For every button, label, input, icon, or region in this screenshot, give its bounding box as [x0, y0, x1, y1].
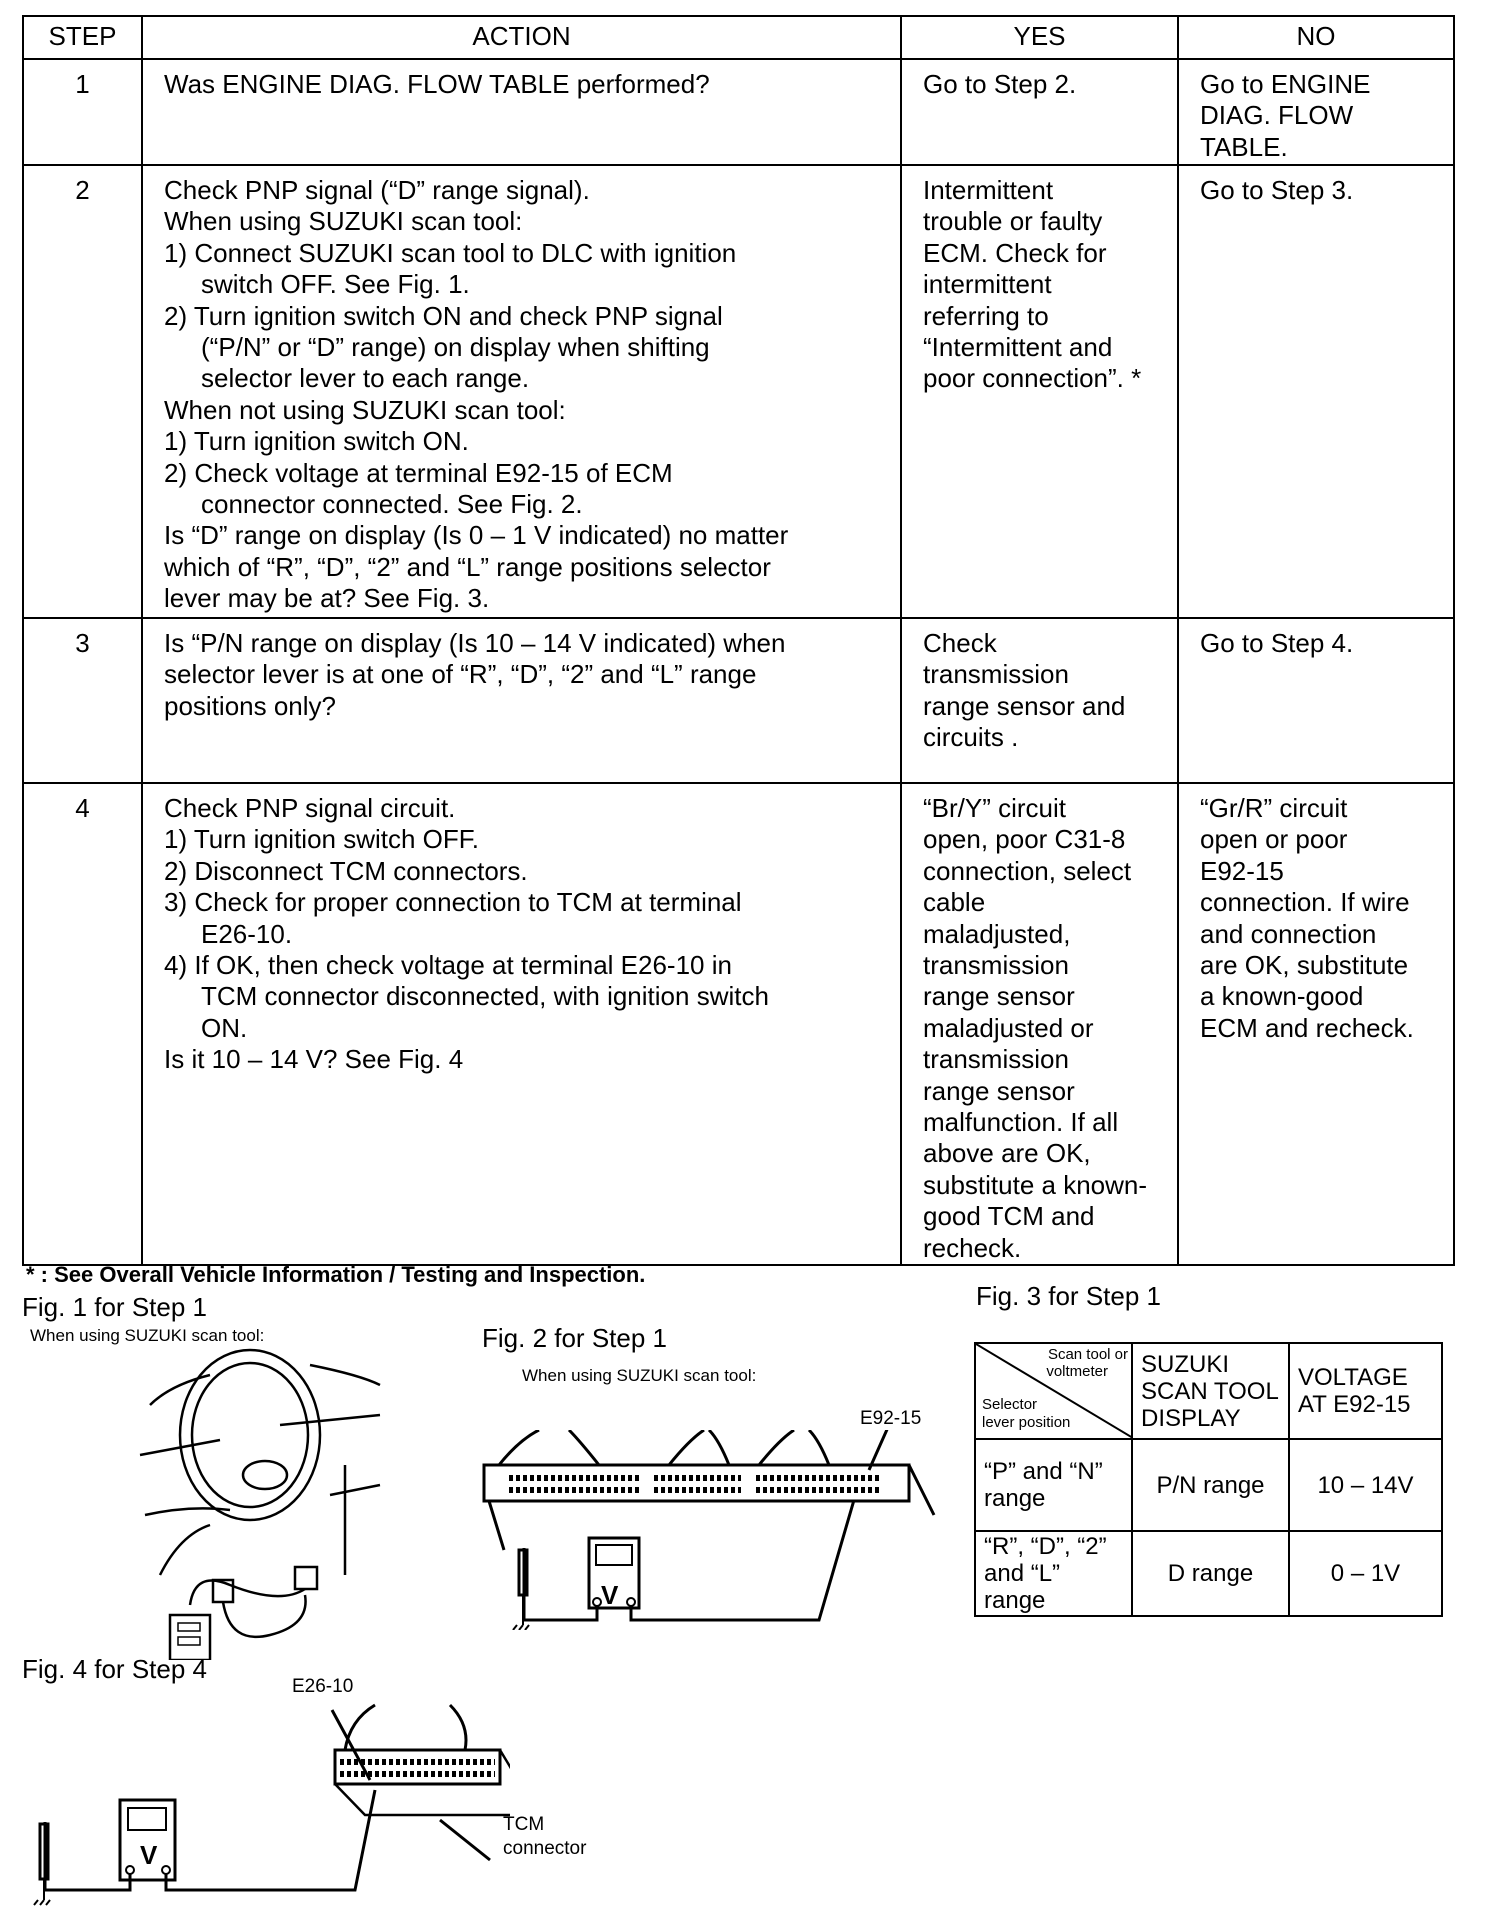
- action-line: 1) Turn ignition switch ON.: [164, 426, 469, 457]
- yes-line: maladjusted or: [923, 1012, 1094, 1043]
- table-header-row: [23, 16, 1454, 59]
- yes-line: poor connection”. *: [923, 363, 1142, 394]
- fig3-reference-table: [974, 1342, 1443, 1617]
- yes-cell: [901, 59, 1178, 165]
- fig2-ecm-connector-illustration: [479, 1430, 939, 1630]
- yes-line: range sensor and: [923, 690, 1126, 721]
- header-action: ACTION: [142, 16, 901, 59]
- col-header-line: AT E92-15: [1298, 1391, 1411, 1418]
- action-cell: [142, 59, 901, 165]
- col-header-line: DISPLAY: [1141, 1404, 1241, 1432]
- action-line: Is “P/N range on display (Is 10 – 14 V indicated) when: [164, 628, 786, 658]
- corner-bottom-line: lever position: [982, 1414, 1071, 1431]
- table-row: [23, 783, 1454, 1265]
- action-cell: [142, 618, 901, 783]
- yes-line: maladjusted,: [923, 918, 1071, 949]
- yes-cell: [901, 783, 1178, 1265]
- yes-line: substitute a known-: [923, 1169, 1148, 1200]
- scan-display: D range: [1132, 1531, 1289, 1616]
- yes-line: good TCM and: [923, 1201, 1095, 1232]
- no-line: connection. If wire: [1200, 887, 1410, 918]
- step-number: 4: [23, 783, 142, 1265]
- yes-line: referring to: [923, 300, 1049, 331]
- action-line: TCM connector disconnected, with ignition switch: [201, 981, 769, 1012]
- action-line: 3) Check for proper connection to TCM at terminal: [164, 887, 742, 918]
- fig1-label: Fig. 1 for Step 1: [22, 1292, 207, 1322]
- action-line: selector lever to each range.: [201, 363, 530, 394]
- table-row: [23, 618, 1454, 783]
- action-line: 1) Connect SUZUKI scan tool to DLC with ignition: [164, 237, 737, 268]
- diagnostic-flow-table: [22, 15, 1455, 1266]
- yes-line: ECM. Check for: [923, 237, 1107, 268]
- action-line: (“P/N” or “D” range) on display when shifting: [201, 332, 710, 363]
- connector-label-line: TCM: [503, 1814, 545, 1835]
- corner-bottom-line: Selector: [982, 1396, 1038, 1413]
- yes-line: recheck.: [923, 1232, 1022, 1263]
- col-header-line: VOLTAGE: [1298, 1364, 1408, 1391]
- lever-position: and “L” range: [984, 1560, 1061, 1614]
- action-line: When using SUZUKI scan tool:: [164, 206, 523, 237]
- yes-cell: [901, 165, 1178, 618]
- fig3-label: Fig. 3 for Step 1: [976, 1281, 1161, 1311]
- corner-top-line: Scan tool or: [1047, 1346, 1128, 1363]
- yes-line: open, poor C31-8: [923, 824, 1126, 855]
- yes-line: Intermittent: [923, 175, 1054, 205]
- yes-line: malfunction. If all: [923, 1107, 1119, 1138]
- lever-position: “P” and “N”: [984, 1458, 1103, 1485]
- action-line: lever may be at? See Fig. 3.: [164, 583, 490, 614]
- action-line: switch OFF. See Fig. 1.: [201, 269, 470, 300]
- action-line: which of “R”, “D”, “2” and “L” range positions selector: [164, 551, 771, 582]
- yes-line: range sensor: [923, 981, 1075, 1012]
- action-line: Is “D” range on display (Is 0 – 1 V indicated) no matter: [164, 520, 789, 551]
- action-line: 2) Check voltage at terminal E92-15 of ECM: [164, 457, 673, 488]
- fig3-corner-cell: [975, 1343, 1132, 1439]
- no-line: DIAG. FLOW: [1200, 100, 1354, 131]
- no-line: a known-good: [1200, 981, 1364, 1012]
- fig1-caption: When using SUZUKI scan tool:: [30, 1326, 265, 1345]
- yes-line: transmission: [923, 659, 1069, 690]
- fig2-voltmeter-symbol: V: [601, 1580, 619, 1610]
- no-line: “Gr/R” circuit: [1200, 793, 1348, 823]
- action-line: 4) If OK, then check voltage at terminal E26-10 in: [164, 950, 732, 981]
- no-line: Go to Step 4.: [1200, 628, 1354, 658]
- yes-line: range sensor: [923, 1075, 1075, 1106]
- yes-cell: [901, 618, 1178, 783]
- no-line: open or poor: [1200, 824, 1348, 855]
- fig2-label: Fig. 2 for Step 1: [482, 1323, 667, 1353]
- lever-position: range: [984, 1485, 1046, 1512]
- table-row: [23, 59, 1454, 165]
- action-line: When not using SUZUKI scan tool:: [164, 394, 566, 425]
- col-header-line: SCAN TOOL: [1141, 1377, 1279, 1405]
- no-cell: [1178, 59, 1454, 165]
- fig2-caption: When using SUZUKI scan tool:: [522, 1366, 757, 1385]
- fig3-row: [975, 1531, 1442, 1616]
- header-no: NO: [1178, 16, 1454, 59]
- no-line: are OK, substitute: [1200, 950, 1409, 981]
- fig4-tcm-connector-illustration: [20, 1700, 510, 1906]
- action-line: 2) Turn ignition switch ON and check PNP signal: [164, 300, 723, 331]
- action-line: Check PNP signal circuit.: [164, 793, 456, 823]
- no-line: and connection: [1200, 918, 1377, 949]
- action-line: 2) Disconnect TCM connectors.: [164, 855, 528, 886]
- fig2-terminal-label: E92-15: [860, 1408, 922, 1429]
- yes-line: “Br/Y” circuit: [923, 793, 1066, 823]
- action-line: Check PNP signal (“D” range signal).: [164, 175, 590, 205]
- no-cell: [1178, 618, 1454, 783]
- col-header-line: SUZUKI: [1141, 1350, 1230, 1378]
- action-line: ON.: [201, 1012, 248, 1043]
- action-line: positions only?: [164, 690, 336, 721]
- header-yes: YES: [901, 16, 1178, 59]
- fig4-terminal-label: E26-10: [292, 1676, 354, 1697]
- yes-line: transmission: [923, 950, 1069, 981]
- connector-label-line: connector: [503, 1838, 587, 1859]
- action-line: Was ENGINE DIAG. FLOW TABLE performed?: [164, 69, 710, 99]
- step-number: 1: [23, 59, 142, 165]
- action-line: connector connected. See Fig. 2.: [201, 489, 583, 520]
- yes-line: trouble or faulty: [923, 206, 1103, 237]
- yes-line: above are OK,: [923, 1138, 1091, 1169]
- fig3-col-scan-tool: [1132, 1343, 1289, 1439]
- fig4-label: Fig. 4 for Step 4: [22, 1654, 207, 1684]
- fig4-voltmeter-symbol: V: [140, 1840, 158, 1870]
- lever-position: “R”, “D”, “2”: [984, 1533, 1107, 1560]
- action-line: Is it 10 – 14 V? See Fig. 4: [164, 1044, 464, 1075]
- action-line: selector lever is at one of “R”, “D”, “2” and “L” range: [164, 659, 757, 690]
- voltage-value: 0 – 1V: [1289, 1531, 1442, 1616]
- action-line: E26-10.: [201, 918, 293, 949]
- no-line: TABLE.: [1200, 131, 1288, 162]
- scan-display: P/N range: [1132, 1439, 1289, 1531]
- header-step: STEP: [23, 16, 142, 59]
- action-cell: [142, 165, 901, 618]
- yes-line: intermittent: [923, 269, 1052, 300]
- no-cell: [1178, 783, 1454, 1265]
- fig3-row: [975, 1439, 1442, 1531]
- no-line: Go to ENGINE: [1200, 69, 1371, 99]
- corner-top-line: voltmeter: [1046, 1363, 1108, 1380]
- step-number: 3: [23, 618, 142, 783]
- fig1-scan-tool-illustration: [130, 1345, 400, 1660]
- yes-line: cable: [923, 887, 986, 918]
- action-cell: [142, 783, 901, 1265]
- yes-line: connection, select: [923, 855, 1132, 886]
- no-line: ECM and recheck.: [1200, 1012, 1414, 1043]
- no-cell: [1178, 165, 1454, 618]
- yes-line: Go to Step 2.: [923, 69, 1077, 99]
- no-line: Go to Step 3.: [1200, 175, 1354, 205]
- yes-line: transmission: [923, 1044, 1069, 1075]
- step-number: 2: [23, 165, 142, 618]
- yes-line: Check: [923, 628, 997, 658]
- table-row: [23, 165, 1454, 618]
- fig3-col-voltage: [1289, 1343, 1442, 1439]
- no-line: E92-15: [1200, 855, 1284, 886]
- voltage-value: 10 – 14V: [1289, 1439, 1442, 1531]
- fig4-connector-label: [503, 1813, 586, 1861]
- action-line: 1) Turn ignition switch OFF.: [164, 824, 479, 855]
- yes-line: circuits .: [923, 722, 1019, 753]
- footnote: * : See Overall Vehicle Information / Testing and Inspection.: [26, 1262, 646, 1287]
- yes-line: “Intermittent and: [923, 332, 1113, 363]
